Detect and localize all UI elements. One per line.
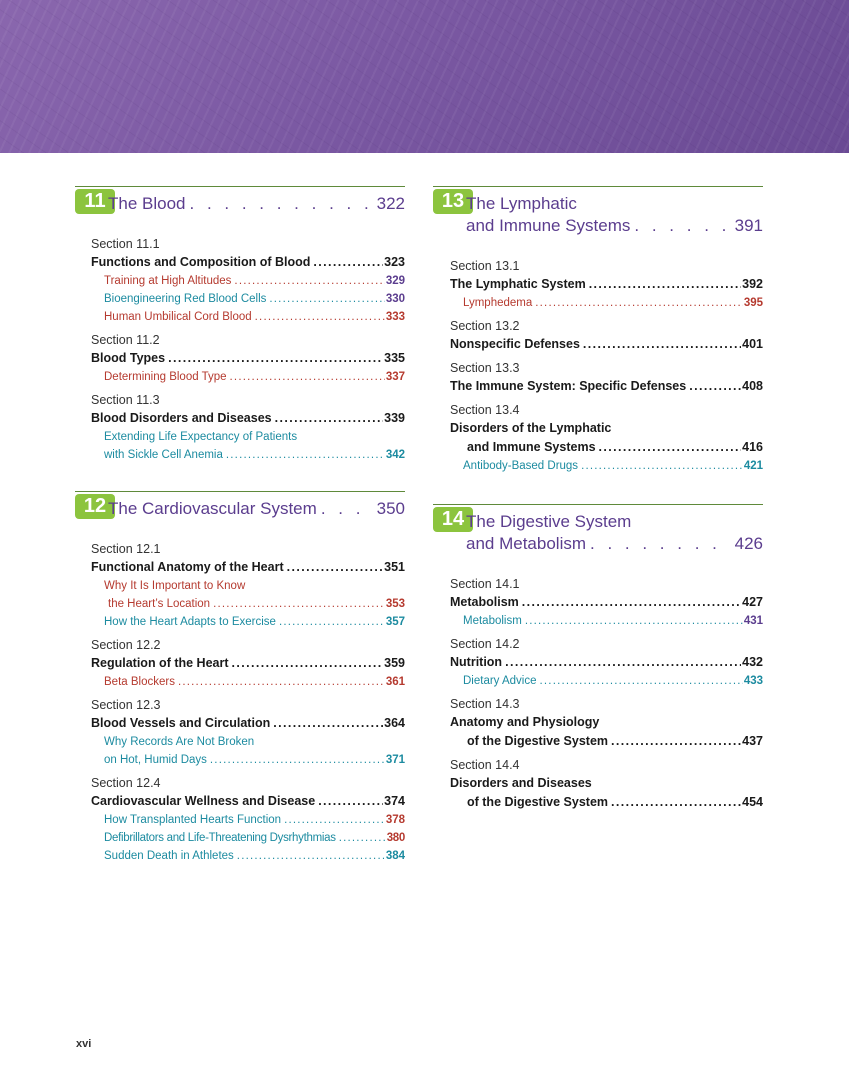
chapter-title-line1: The Lymphatic bbox=[466, 194, 577, 213]
toc-subentry[interactable]: Sudden Death in Athletes ..... 384 bbox=[91, 847, 405, 865]
section-label: Section 11.2 bbox=[91, 333, 160, 347]
toc-entry[interactable]: Nutrition ..... 432 bbox=[450, 653, 763, 672]
toc-subentry[interactable]: Beta Blockers ..... 361 bbox=[91, 673, 405, 691]
section-label: Section 12.1 bbox=[91, 542, 161, 556]
section-label: Section 11.3 bbox=[91, 393, 160, 407]
toc-entry[interactable]: Blood Types ..... 335 bbox=[91, 349, 405, 368]
page-folio: xvi bbox=[76, 1038, 92, 1050]
toc-subentry[interactable]: on Hot, Humid Days ..... 371 bbox=[91, 751, 405, 769]
section-label: Section 14.4 bbox=[450, 758, 520, 772]
toc-entry[interactable]: The Lymphatic System ..... 392 bbox=[450, 275, 763, 294]
chapter-13-contents bbox=[450, 252, 763, 475]
chapter-number-badge: 14 bbox=[433, 507, 473, 532]
chapter-14 bbox=[433, 504, 763, 809]
chapter-title-line1: The Digestive System bbox=[466, 512, 632, 531]
toc-entry-line[interactable]: Disorders and Diseases bbox=[450, 776, 592, 790]
section-label: Section 12.2 bbox=[91, 638, 161, 652]
toc-subentry[interactable]: How the Heart Adapts to Exercise ..... 357 bbox=[91, 613, 405, 631]
toc-subentry-line[interactable]: Why Records Are Not Broken bbox=[104, 736, 255, 748]
section-label: Section 14.2 bbox=[450, 637, 520, 651]
toc-subentry[interactable]: with Sickle Cell Anemia ..... 342 bbox=[91, 446, 405, 464]
toc-entry-line[interactable]: Anatomy and Physiology bbox=[450, 715, 600, 729]
toc-entry[interactable]: Blood Vessels and Circulation ..... 364 bbox=[91, 714, 405, 733]
chapter-number-badge: 12 bbox=[75, 494, 115, 519]
chapter-page-number: 350 bbox=[376, 499, 405, 518]
toc-subentry[interactable]: Human Umbilical Cord Blood ..... 333 bbox=[91, 308, 405, 326]
toc-subentry[interactable]: Defibrillators and Life-Threatening Dysrhythmias ..... 380 bbox=[91, 829, 405, 847]
toc-entry[interactable]: Regulation of the Heart ..... 359 bbox=[91, 654, 405, 673]
chapter-title[interactable] bbox=[466, 511, 763, 555]
chapter-number-badge: 11 bbox=[75, 189, 115, 214]
chapter-title-text: The Cardiovascular System bbox=[108, 499, 317, 518]
chapter-title[interactable] bbox=[108, 193, 405, 215]
chapter-page-number: 322 bbox=[376, 194, 405, 213]
toc-subentry[interactable]: Determining Blood Type ..... 337 bbox=[91, 368, 405, 386]
toc-subentry[interactable]: How Transplanted Hearts Function ..... 378 bbox=[91, 811, 405, 829]
chapter-title-line2: and Metabolism bbox=[466, 534, 587, 553]
toc-entry[interactable]: and Immune Systems ..... 416 bbox=[450, 438, 763, 457]
section-label: Section 13.1 bbox=[450, 259, 520, 273]
chapter-12-contents bbox=[91, 535, 405, 865]
section-label: Section 13.3 bbox=[450, 361, 520, 375]
chapter-14-contents bbox=[450, 570, 763, 812]
chapter-11 bbox=[75, 186, 405, 461]
toc-entry[interactable]: Cardiovascular Wellness and Disease ..... 374 bbox=[91, 792, 405, 811]
toc-entry[interactable]: of the Digestive System ..... 454 bbox=[450, 793, 763, 812]
section-label: Section 12.3 bbox=[91, 698, 161, 712]
toc-entry[interactable]: Functions and Composition of Blood ..... 323 bbox=[91, 253, 405, 272]
chapter-11-contents bbox=[91, 230, 405, 464]
section-label: Section 11.1 bbox=[91, 237, 160, 251]
toc-entry[interactable]: Blood Disorders and Diseases ..... 339 bbox=[91, 409, 405, 428]
chapter-header bbox=[75, 492, 405, 540]
chapter-title-text: The Blood bbox=[108, 194, 186, 213]
section-label: Section 14.1 bbox=[450, 577, 520, 591]
toc-entry[interactable]: The Immune System: Specific Defenses ..... 408 bbox=[450, 377, 763, 396]
toc-subentry-line[interactable]: Extending Life Expectancy of Patients bbox=[104, 431, 298, 443]
section-label: Section 13.2 bbox=[450, 319, 520, 333]
toc-entry[interactable]: of the Digestive System ..... 437 bbox=[450, 732, 763, 751]
chapter-12 bbox=[75, 491, 405, 862]
toc-subentry[interactable]: Lymphedema ..... 395 bbox=[450, 294, 763, 312]
chapter-header bbox=[75, 187, 405, 235]
section-label: Section 12.4 bbox=[91, 776, 161, 790]
toc-subentry[interactable]: Bioengineering Red Blood Cells ..... 330 bbox=[91, 290, 405, 308]
section-label: Section 13.4 bbox=[450, 403, 520, 417]
chapter-page-number: 391 bbox=[734, 216, 763, 235]
chapter-header bbox=[433, 187, 763, 253]
chapter-header bbox=[433, 505, 763, 571]
chapter-page-number: 426 bbox=[734, 534, 763, 553]
chapter-title[interactable] bbox=[466, 193, 763, 237]
chapter-13 bbox=[433, 186, 763, 472]
chapter-number-badge: 13 bbox=[433, 189, 473, 214]
toc-entry[interactable]: Metabolism ..... 427 bbox=[450, 593, 763, 612]
header-banner bbox=[0, 0, 849, 153]
toc-entry[interactable]: Nonspecific Defenses ..... 401 bbox=[450, 335, 763, 354]
toc-subentry[interactable]: Metabolism ..... 431 bbox=[450, 612, 763, 630]
toc-subentry[interactable]: the Heart’s Location ..... 353 bbox=[91, 595, 405, 613]
toc-subentry[interactable]: Training at High Altitudes ..... 329 bbox=[91, 272, 405, 290]
section-label: Section 14.3 bbox=[450, 697, 520, 711]
toc-entry-line[interactable]: Disorders of the Lymphatic bbox=[450, 421, 612, 435]
chapter-title[interactable] bbox=[108, 498, 405, 520]
toc-subentry[interactable]: Antibody-Based Drugs ..... 421 bbox=[450, 457, 763, 475]
toc-subentry[interactable]: Dietary Advice ..... 433 bbox=[450, 672, 763, 690]
chapter-title-line2: and Immune Systems bbox=[466, 216, 631, 235]
toc-entry[interactable]: Functional Anatomy of the Heart ..... 351 bbox=[91, 558, 405, 577]
toc-subentry-line[interactable]: Why It Is Important to Know bbox=[104, 580, 246, 592]
